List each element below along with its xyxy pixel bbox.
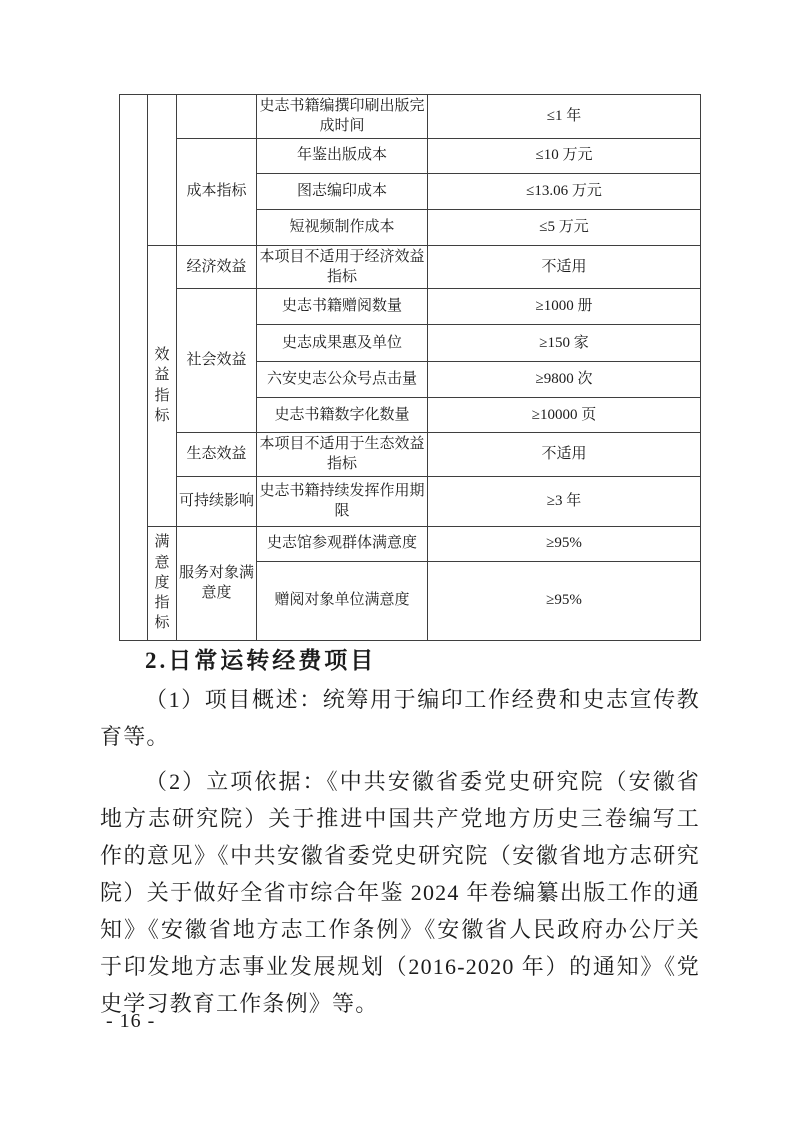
page-number: - 16 - [106,1010,156,1032]
target-cell: ≥1000 册 [428,289,701,325]
table-row [120,138,701,173]
subcategory-cell-sustainability: 可持续影响 [177,476,257,526]
target-cell: ≤5 万元 [428,209,701,245]
indicator-cell: 本项目不适用于生态效益指标 [257,433,428,477]
target-cell: ≥95% [428,561,701,640]
indicator-cell: 赠阅对象单位满意度 [257,561,428,640]
table-row [120,433,701,477]
indicator-cell: 图志编印成本 [257,173,428,209]
table-row [120,526,701,561]
target-cell: ≥95% [428,526,701,561]
subcategory-cell-service: 服务对象满意度 [177,526,257,640]
table-row [120,289,701,325]
subcategory-cell-ecology: 生态效益 [177,433,257,477]
indicator-cell: 年鉴出版成本 [257,138,428,173]
target-cell: ≥9800 次 [428,362,701,398]
subcategory-cell-cost: 成本指标 [177,138,257,245]
indicator-cell: 史志书籍编撰印刷出版完成时间 [257,95,428,139]
target-cell: 不适用 [428,245,701,289]
category-group-empty-cell [148,95,177,246]
table-row [120,95,701,139]
target-cell: ≤13.06 万元 [428,173,701,209]
indicator-cell: 史志成果惠及单位 [257,325,428,362]
table-row [120,245,701,289]
target-cell: ≥3 年 [428,476,701,526]
indicator-cell: 六安史志公众号点击量 [257,362,428,398]
paragraph-project-basis: （2）立项依据：《中共安徽省委党史研究院（安徽省地方志研究院）关于推进中国共产党地方历史三卷编写工作的意见》《中共安徽省委党史研究院（安徽省地方志研究院）关于做好全省市综合年鉴 2024 年卷编纂出版工作的通知》《安徽省地方志工作条例》《安徽省人民政府办公厅关于印发地方志事业发展规划（2016-2020 年）的通知》《党史学习教育工作条例》等。 [100,769,700,1016]
subcategory-empty-cell [177,95,257,139]
group-cell-benefit: 效益指标 [148,245,177,526]
table-row [120,476,701,526]
group-cell-satisfaction: 满意度指标 [148,526,177,640]
indicator-cell: 本项目不适用于经济效益指标 [257,245,428,289]
target-cell: ≥150 家 [428,325,701,362]
paragraph-project-overview: （1）项目概述：统筹用于编印工作经费和史志宣传教育等。 [100,687,700,749]
body-text-section [100,642,700,1022]
subcategory-cell-social: 社会效益 [177,289,257,433]
subcategory-cell-economic: 经济效益 [177,245,257,289]
section-heading: 2.日常运转经费项目 [145,648,377,673]
target-cell: ≤1 年 [428,95,701,139]
target-cell: 不适用 [428,433,701,477]
indicator-cell: 史志书籍持续发挥作用期限 [257,476,428,526]
indicator-cell: 史志馆参观群体满意度 [257,526,428,561]
target-cell: ≤10 万元 [428,138,701,173]
group-column-empty-cell [120,95,148,641]
indicator-cell: 史志书籍数字化数量 [257,398,428,433]
indicator-cell: 史志书籍赠阅数量 [257,289,428,325]
target-cell: ≥10000 页 [428,398,701,433]
indicator-cell: 短视频制作成本 [257,209,428,245]
performance-indicator-table [119,94,701,641]
